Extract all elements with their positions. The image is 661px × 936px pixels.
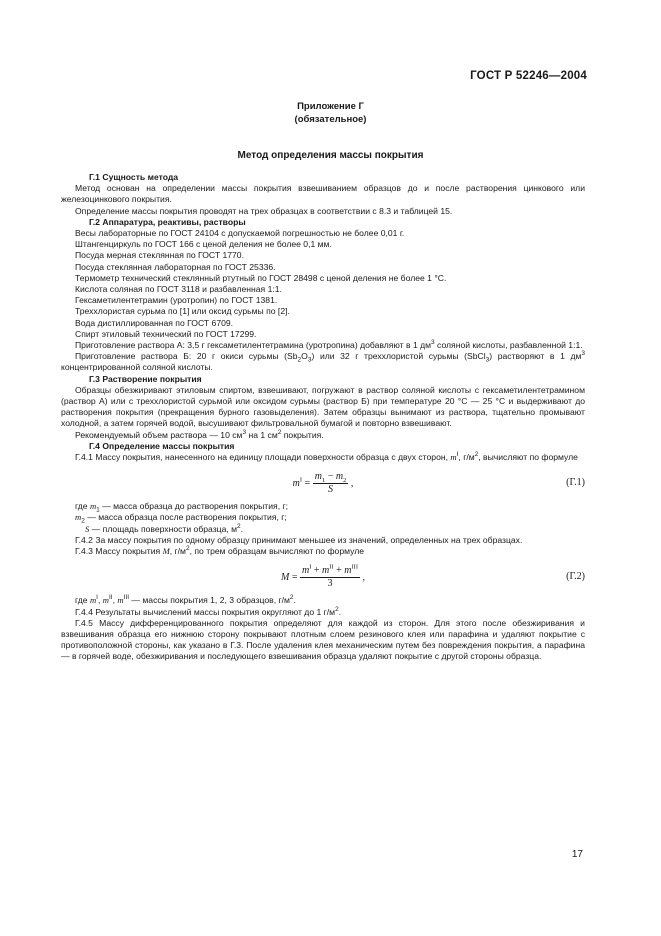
list-item: Посуда мерная стеклянная по ГОСТ 1770. <box>75 250 244 261</box>
where-line: где $m_1$ — масса образца до растворения покрытия, г; <box>75 501 288 514</box>
formula-number: (Г.2) <box>566 571 585 583</box>
appendix-label <box>0 100 661 126</box>
fraction: $\frac{m^I + m^{II} + m^{III}}{3}$ <box>301 563 358 590</box>
formula-number: (Г.1) <box>566 477 585 489</box>
formula-g1 <box>61 465 585 499</box>
paragraph: Определение массы покрытия проводят на трех образцах в соответствии с 8.3 и таблицей 15. <box>75 205 453 216</box>
formula-expression: M = $\frac{m^I + m^{II} + m^{III}}{3}$ , <box>281 563 365 590</box>
page-number: 17 <box>571 849 583 860</box>
document-header: ГОСТ Р 52246—2004 <box>470 70 587 82</box>
where-line: где $m^I$, $m^{II}$, $m^{III}$ — массы покрытия 1, 2, 3 образцов, $г/м^2$. <box>75 594 296 606</box>
appendix-title: Приложение Г <box>297 101 364 112</box>
heading-g3: Г.3 Растворение покрытия <box>89 373 202 384</box>
where-line: S — площадь поверхности образца, $м^2$. <box>85 522 244 534</box>
list-item: Гексаметилентетрамин (уротропин) по ГОСТ 1381. <box>75 295 278 306</box>
paragraph: Метод основан на определении массы покрытия взвешиванием образцов до и после растворения цинкового или железоцинкового покрытия. <box>61 183 585 205</box>
list-item: Термометр технический стеклянный ртутный по ГОСТ 28498 с ценой деления не более 1 °С. <box>75 272 447 283</box>
list-item: Кислота соляная по ГОСТ 3118 и разбавленная 1:1. <box>75 284 282 295</box>
solution-b: Приготовление раствора Б: 20 г окиси сурьмы $(Sb_2O_3)$ или 32 г треххлористой сурьмы (SbCl$_3$) растворяют в 1 $дм^3$ концентрированной соляной кислоты. <box>61 350 585 373</box>
heading-g1: Г.1 Сущность метода <box>89 172 179 182</box>
list-item: Штангенциркуль по ГОСТ 166 с ценой деления не более 0,1 мм. <box>75 239 332 250</box>
paragraph: Рекомендуемый объем раствора — 10 $см^3$ на 1 $см^2$ покрытия. <box>75 428 324 440</box>
fraction: $\frac{m_1 - m_2}{S}$ <box>314 471 347 496</box>
paragraph-g42: Г.4.2 За массу покрытия по одному образцу принимают меньшее из значений, определенных на трех образцах. <box>75 534 523 545</box>
where-line: $m_2$ — масса образца после растворения покрытия, г; <box>75 512 287 526</box>
paragraph-g43: Г.4.3 Массу покрытия M, $г/м^2$, по трем образцам вычисляют по формуле <box>75 545 365 557</box>
section-title: Метод определения массы покрытия <box>237 150 424 161</box>
heading-g4: Г.4 Определение массы покрытия <box>89 440 235 451</box>
list-item: Треххлористая сурьма по [1] или оксид сурьмы по [2]. <box>75 306 290 317</box>
list-item: Посуда стеклянная лабораторная по ГОСТ 25336. <box>75 261 276 272</box>
formula-expression: $m^I$ = $\frac{m_1 - m_2}{S}$ , <box>292 471 354 496</box>
formula-g2 <box>61 559 585 593</box>
document-body <box>61 172 585 663</box>
list-item: Спирт этиловый технический по ГОСТ 17299. <box>75 328 257 339</box>
paragraph-g45: Г.4.5 Массу дифференцированного покрытия определяют для каждой из сторон. Для этого после обезжиривания и взвешивания образца его нижнюю сторону покрывают плотным слоем резинового клея или парафина и удаляют покрытие с противоположной стороны, как указано в Г.3. После удаления клея механическим путем без повреждения покрытия, а парафина — в горячей воде, обезжиривания и последующего взвешивания образца удаляют покрытие с другой стороны образца. <box>61 617 585 662</box>
paragraph-g41: Г.4.1 Массу покрытия, нанесенного на единицу площади поверхности образца с двух сторон, $m^I$, $г/м^2$, вычисляют по формуле <box>75 451 578 463</box>
paragraph: Образцы обезжиривают этиловым спиртом, взвешивают, погружают в раствор соляной кислоты с гексаметилентетрамином (раствор А) или с треххлористой сурьмой или оксидом сурьмы (раствор Б) при температуре 20 °С — 25 °С и выдерживают до растворения покрытия (прекращения бурного газовыделения). Затем образцы вынимают из раствора, тщательно промывают холодной, а затем горячей водой, высушивают фильтровальной бумагой и повторно взвешивают. <box>61 384 585 429</box>
list-item: Весы лабораторные по ГОСТ 24104 с допускаемой погрешностью не более 0,01 г. <box>75 228 405 239</box>
paragraph-g44: Г.4.4 Результаты вычислений массы покрытия округляют до 1 $г/м^2$. <box>75 605 342 617</box>
list-item: Вода дистиллированная по ГОСТ 6709. <box>75 317 234 328</box>
appendix-status: (обязательное) <box>294 114 367 125</box>
heading-g2: Г.2 Аппаратура, реактивы, растворы <box>89 216 246 227</box>
solution-a: Приготовление раствора А: 3,5 г гексаметилентетрамина (уротропина) добавляют в 1 $дм^3$ соляной кислоты, разбавленной 1:1. <box>75 339 583 351</box>
